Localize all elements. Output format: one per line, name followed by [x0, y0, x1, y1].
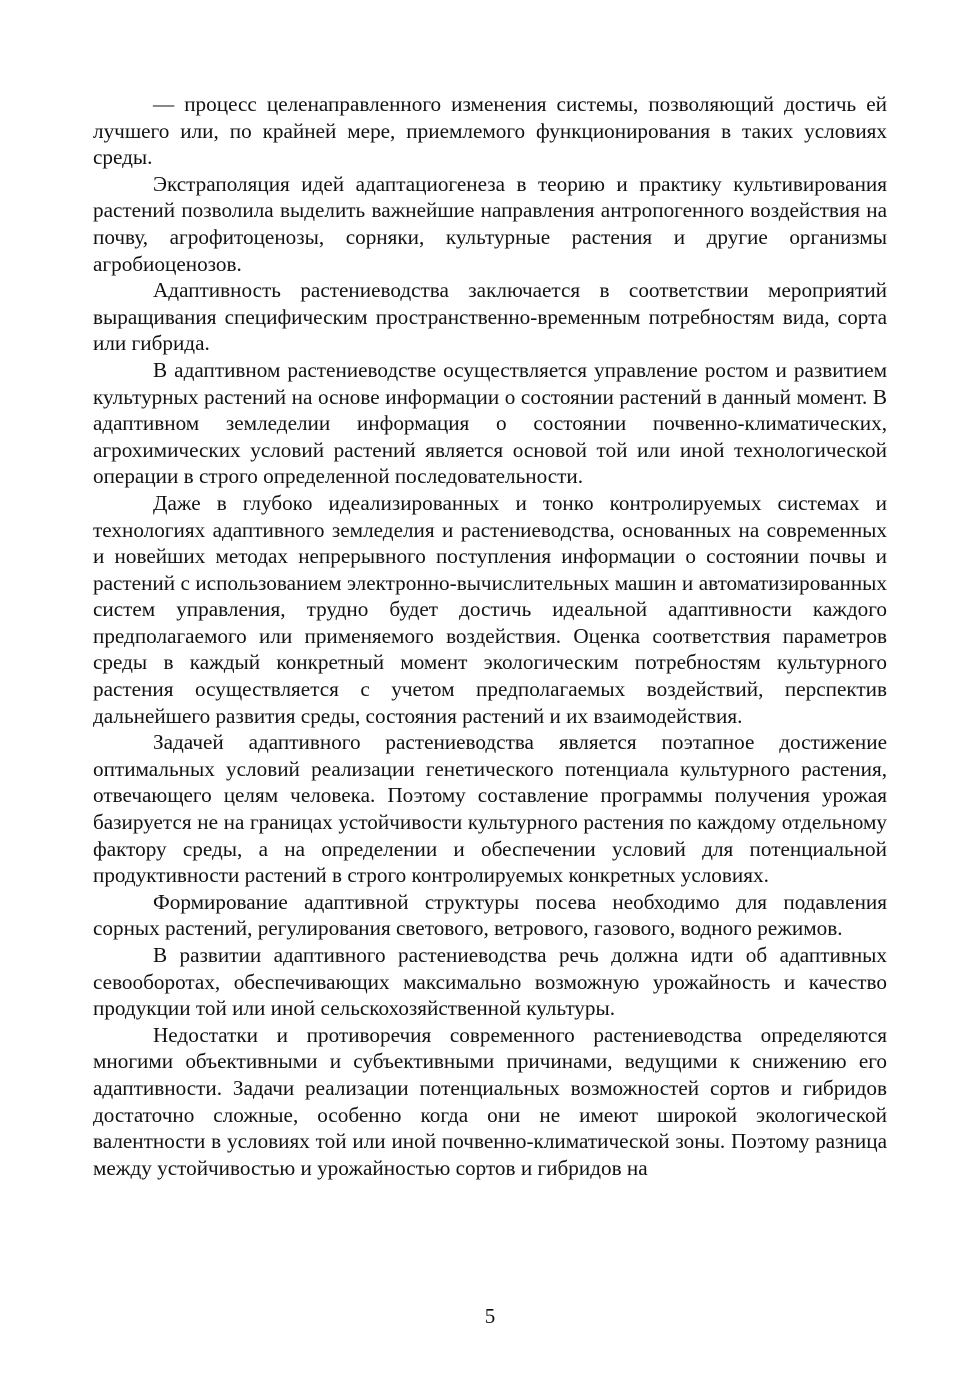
paragraph-2: Экстраполяция идей адаптациогенеза в теорию и практику культивирования растений позволила выделить важнейшие направления антропогенного воздействия на почву, агрофитоценозы, сорняки, культурные растения и другие организмы агробиоценозов.: [93, 171, 887, 276]
paragraph-6: Задачей адаптивного растениеводства является поэтапное достижение оптимальных условий реализации генетического потенциала культурного растения, отвечающего целям человека. Поэтому составление программы получения урожая базируется не на границах устойчивости культурного растения по каждому отдельному фактору среды, а на определении и обеспечении условий для потенциальной продуктивности растений в строго контролируемых конкретных условиях.: [93, 730, 887, 888]
paragraph-1: — процесс целенаправленного изменения системы, позволяющий достичь ей лучшего или, по крайней мере, приемлемого функционирования в таких условиях среды.: [93, 92, 887, 170]
paragraph-8: В развитии адаптивного растениеводства речь должна идти об адаптивных севооборотах, обеспечивающих максимально возможную урожайность и качество продукции той или иной сельскохозяйственной культуры.: [93, 943, 887, 1021]
paragraph-9: Недостатки и противоречия современного растениеводства определяются многими объективными и субъективными причинами, ведущими к снижению его адаптивности. Задачи реализации потенциальных возможностей сортов и гибридов достаточно сложные, особенно когда они не имеют широкой экологической валентности в условиях той или иной почвенно-климатической зоны. Поэтому разница между устойчивостью и урожайностью сортов и гибридов на: [93, 1022, 887, 1180]
paragraph-7: Формирование адаптивной структуры посева необходимо для подавления сорных растений, регулирования светового, ветрового, газового, водного режимов.: [93, 889, 887, 941]
paragraph-4: В адаптивном растениеводстве осуществляется управление ростом и развитием культурных растений на основе информации о состоянии растений в данный момент. В адаптивном земледелии информация о состоянии почвенно-климатических, агрохимических условий растений является основой той или иной технологической операции в строго определенной последовательности.: [93, 357, 887, 489]
page-number: 5: [484, 1304, 496, 1328]
paragraph-5: Даже в глубоко идеализированных и тонко контролируемых системах и технологиях адаптивного земледелия и растениеводства, основанных на современных и новейших методах непрерывного поступления информации о состоянии почвы и растений с использованием электронно-вычислительных машин и автоматизированных систем управления, трудно будет достичь идеальной адаптивности каждого предполагаемого или применяемого воздействия. Оценка соответствия параметров среды в каждый конкретный момент экологическим потребностям культурного растения осуществляется с учетом предполагаемых воздействий, перспектив дальнейшего развития среды, состояния растений и их взаимодействия.: [93, 490, 887, 728]
page-body: [93, 91, 887, 1181]
paragraph-3: Адаптивность растениеводства заключается в соответствии мероприятий выращивания специфическим пространственно-временным потребностям вида, сорта или гибрида.: [93, 278, 887, 356]
